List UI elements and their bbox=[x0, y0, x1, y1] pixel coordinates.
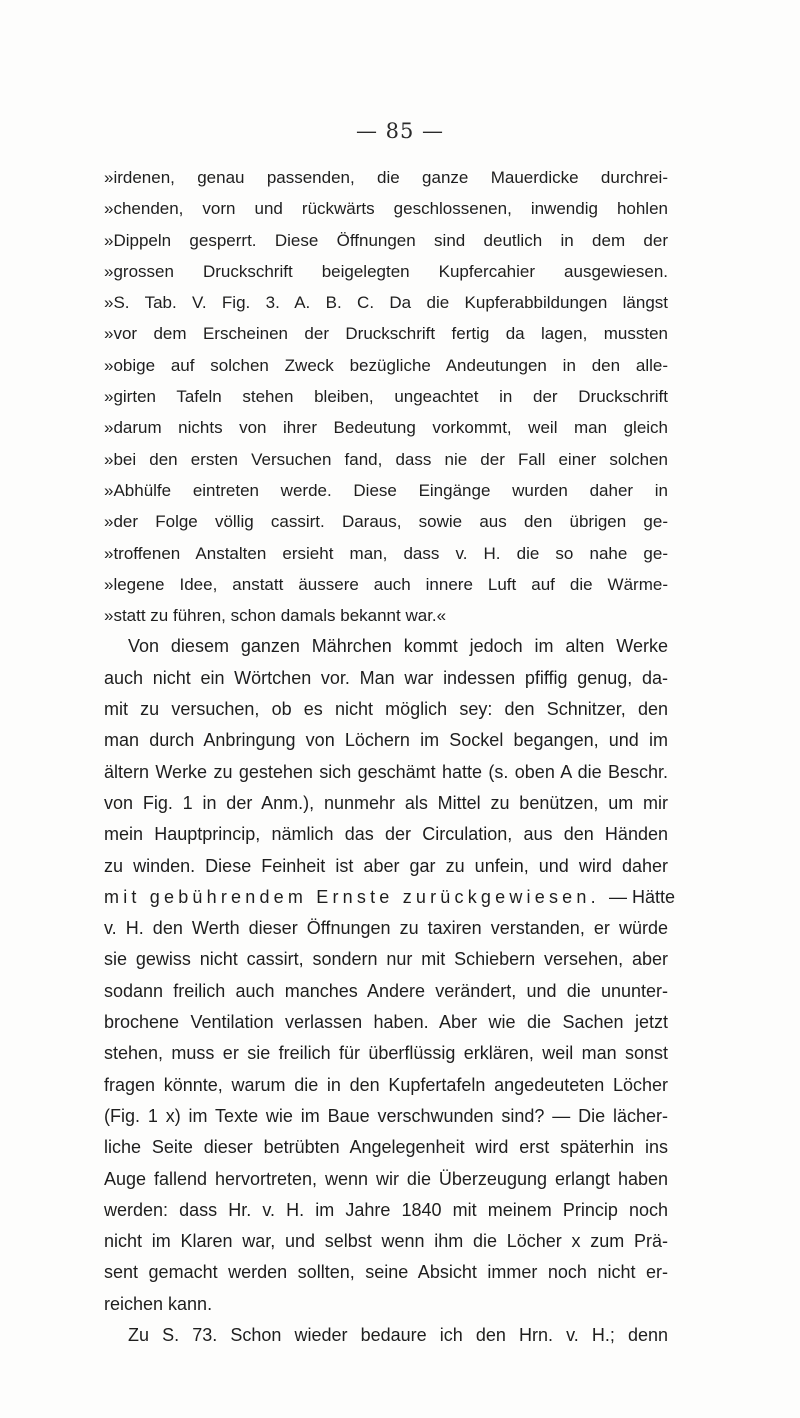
text-line: »vor dem Erscheinen der Druckschrift fertig da lagen, mussten bbox=[104, 324, 668, 344]
body-text bbox=[104, 162, 676, 1351]
text-line: »der Folge völlig cassirt. Daraus, sowie aus den übrigen ge- bbox=[104, 512, 668, 532]
text-line: mit gebührendem Ernste zurückgewiesen. — Hätte bbox=[104, 886, 676, 907]
text-line: v. H. den Werth dieser Öffnungen zu taxiren verstanden, er würde bbox=[104, 918, 668, 939]
text-line: »obige auf solchen Zweck bezügliche Andeutungen in den alle- bbox=[104, 355, 668, 375]
text-line: »chenden, vorn und rückwärts geschlossenen, inwendig hohlen bbox=[104, 199, 668, 219]
text-line: von Fig. 1 in der Anm.), nunmehr als Mittel zu benützen, um mir bbox=[104, 792, 668, 813]
text-line: Von diesem ganzen Mährchen kommt jedoch im alten Werke bbox=[128, 636, 668, 657]
text-line: »Dippeln gesperrt. Diese Öffnungen sind deutlich in dem der bbox=[104, 230, 668, 250]
text-line: fragen könnte, warum die in den Kupfertafeln angedeuteten Löcher bbox=[104, 1074, 668, 1095]
text-line: »legene Idee, anstatt äussere auch innere Luft auf die Wärme- bbox=[104, 574, 668, 594]
text-line: stehen, muss er sie freilich für überflüssig erklären, weil man sonst bbox=[104, 1043, 668, 1064]
text-line: »darum nichts von ihrer Bedeutung vorkommt, weil man gleich bbox=[104, 418, 668, 438]
text-line: zu winden. Diese Feinheit ist aber gar zu unfein, und wird daher bbox=[104, 855, 668, 876]
text-line: mein Hauptprincip, nämlich das der Circulation, aus den Händen bbox=[104, 824, 668, 845]
text-line: reichen kann. bbox=[104, 1293, 213, 1314]
text-line: nicht im Klaren war, und selbst wenn ihm die Löcher x zum Prä- bbox=[104, 1231, 668, 1252]
text-line: »S. Tab. V. Fig. 3. A. B. C. Da die Kupferabbildungen längst bbox=[104, 293, 668, 313]
text-line: sodann freilich auch manches Andere verändert, und die ununter- bbox=[104, 980, 668, 1001]
text-line: liche Seite dieser betrübten Angelegenheit wird erst späterhin ins bbox=[104, 1137, 668, 1158]
text-line: (Fig. 1 x) im Texte wie im Baue verschwunden sind? — Die lächer- bbox=[104, 1105, 668, 1126]
text-line: mit zu versuchen, ob es nicht möglich sey: den Schnitzer, den bbox=[104, 699, 668, 720]
text-line: »statt zu führen, schon damals bekannt war.« bbox=[104, 606, 447, 626]
text-line: auch nicht ein Wörtchen vor. Man war indessen pfiffig genug, da- bbox=[104, 667, 668, 688]
text-line: ältern Werke zu gestehen sich geschämt hatte (s. oben A die Beschr. bbox=[104, 761, 668, 782]
text-line: »grossen Druckschrift beigelegten Kupfercahier ausgewiesen. bbox=[104, 261, 668, 281]
text-line: »irdenen, genau passenden, die ganze Mauerdicke durchrei- bbox=[104, 168, 668, 187]
text-line: Auge fallend hervortreten, wenn wir die Überzeugung erlangt haben bbox=[104, 1168, 668, 1189]
text-line: »bei den ersten Versuchen fand, dass nie der Fall einer solchen bbox=[104, 449, 668, 469]
text-line: brochene Ventilation verlassen haben. Aber wie die Sachen jetzt bbox=[104, 1012, 668, 1033]
text-line: »Abhülfe eintreten werde. Diese Eingänge wurden daher in bbox=[104, 480, 668, 500]
text-line: »girten Tafeln stehen bleiben, ungeachtet in der Druckschrift bbox=[104, 387, 668, 407]
text-line: man durch Anbringung von Löchern im Sockel begangen, und im bbox=[104, 730, 668, 751]
text-line: »troffenen Anstalten ersieht man, dass v. H. die so nahe ge- bbox=[104, 543, 668, 563]
text-line: sie gewiss nicht cassirt, sondern nur mit Schiebern versehen, aber bbox=[104, 949, 668, 970]
text-line: sent gemacht werden sollten, seine Absicht immer noch nicht er- bbox=[104, 1262, 668, 1283]
text-line: werden: dass Hr. v. H. im Jahre 1840 mit meinem Princip noch bbox=[104, 1199, 668, 1220]
page-number: — 85 — bbox=[355, 119, 445, 143]
text-line: Zu S. 73. Schon wieder bedaure ich den Hrn. v. H.; denn bbox=[128, 1324, 668, 1345]
